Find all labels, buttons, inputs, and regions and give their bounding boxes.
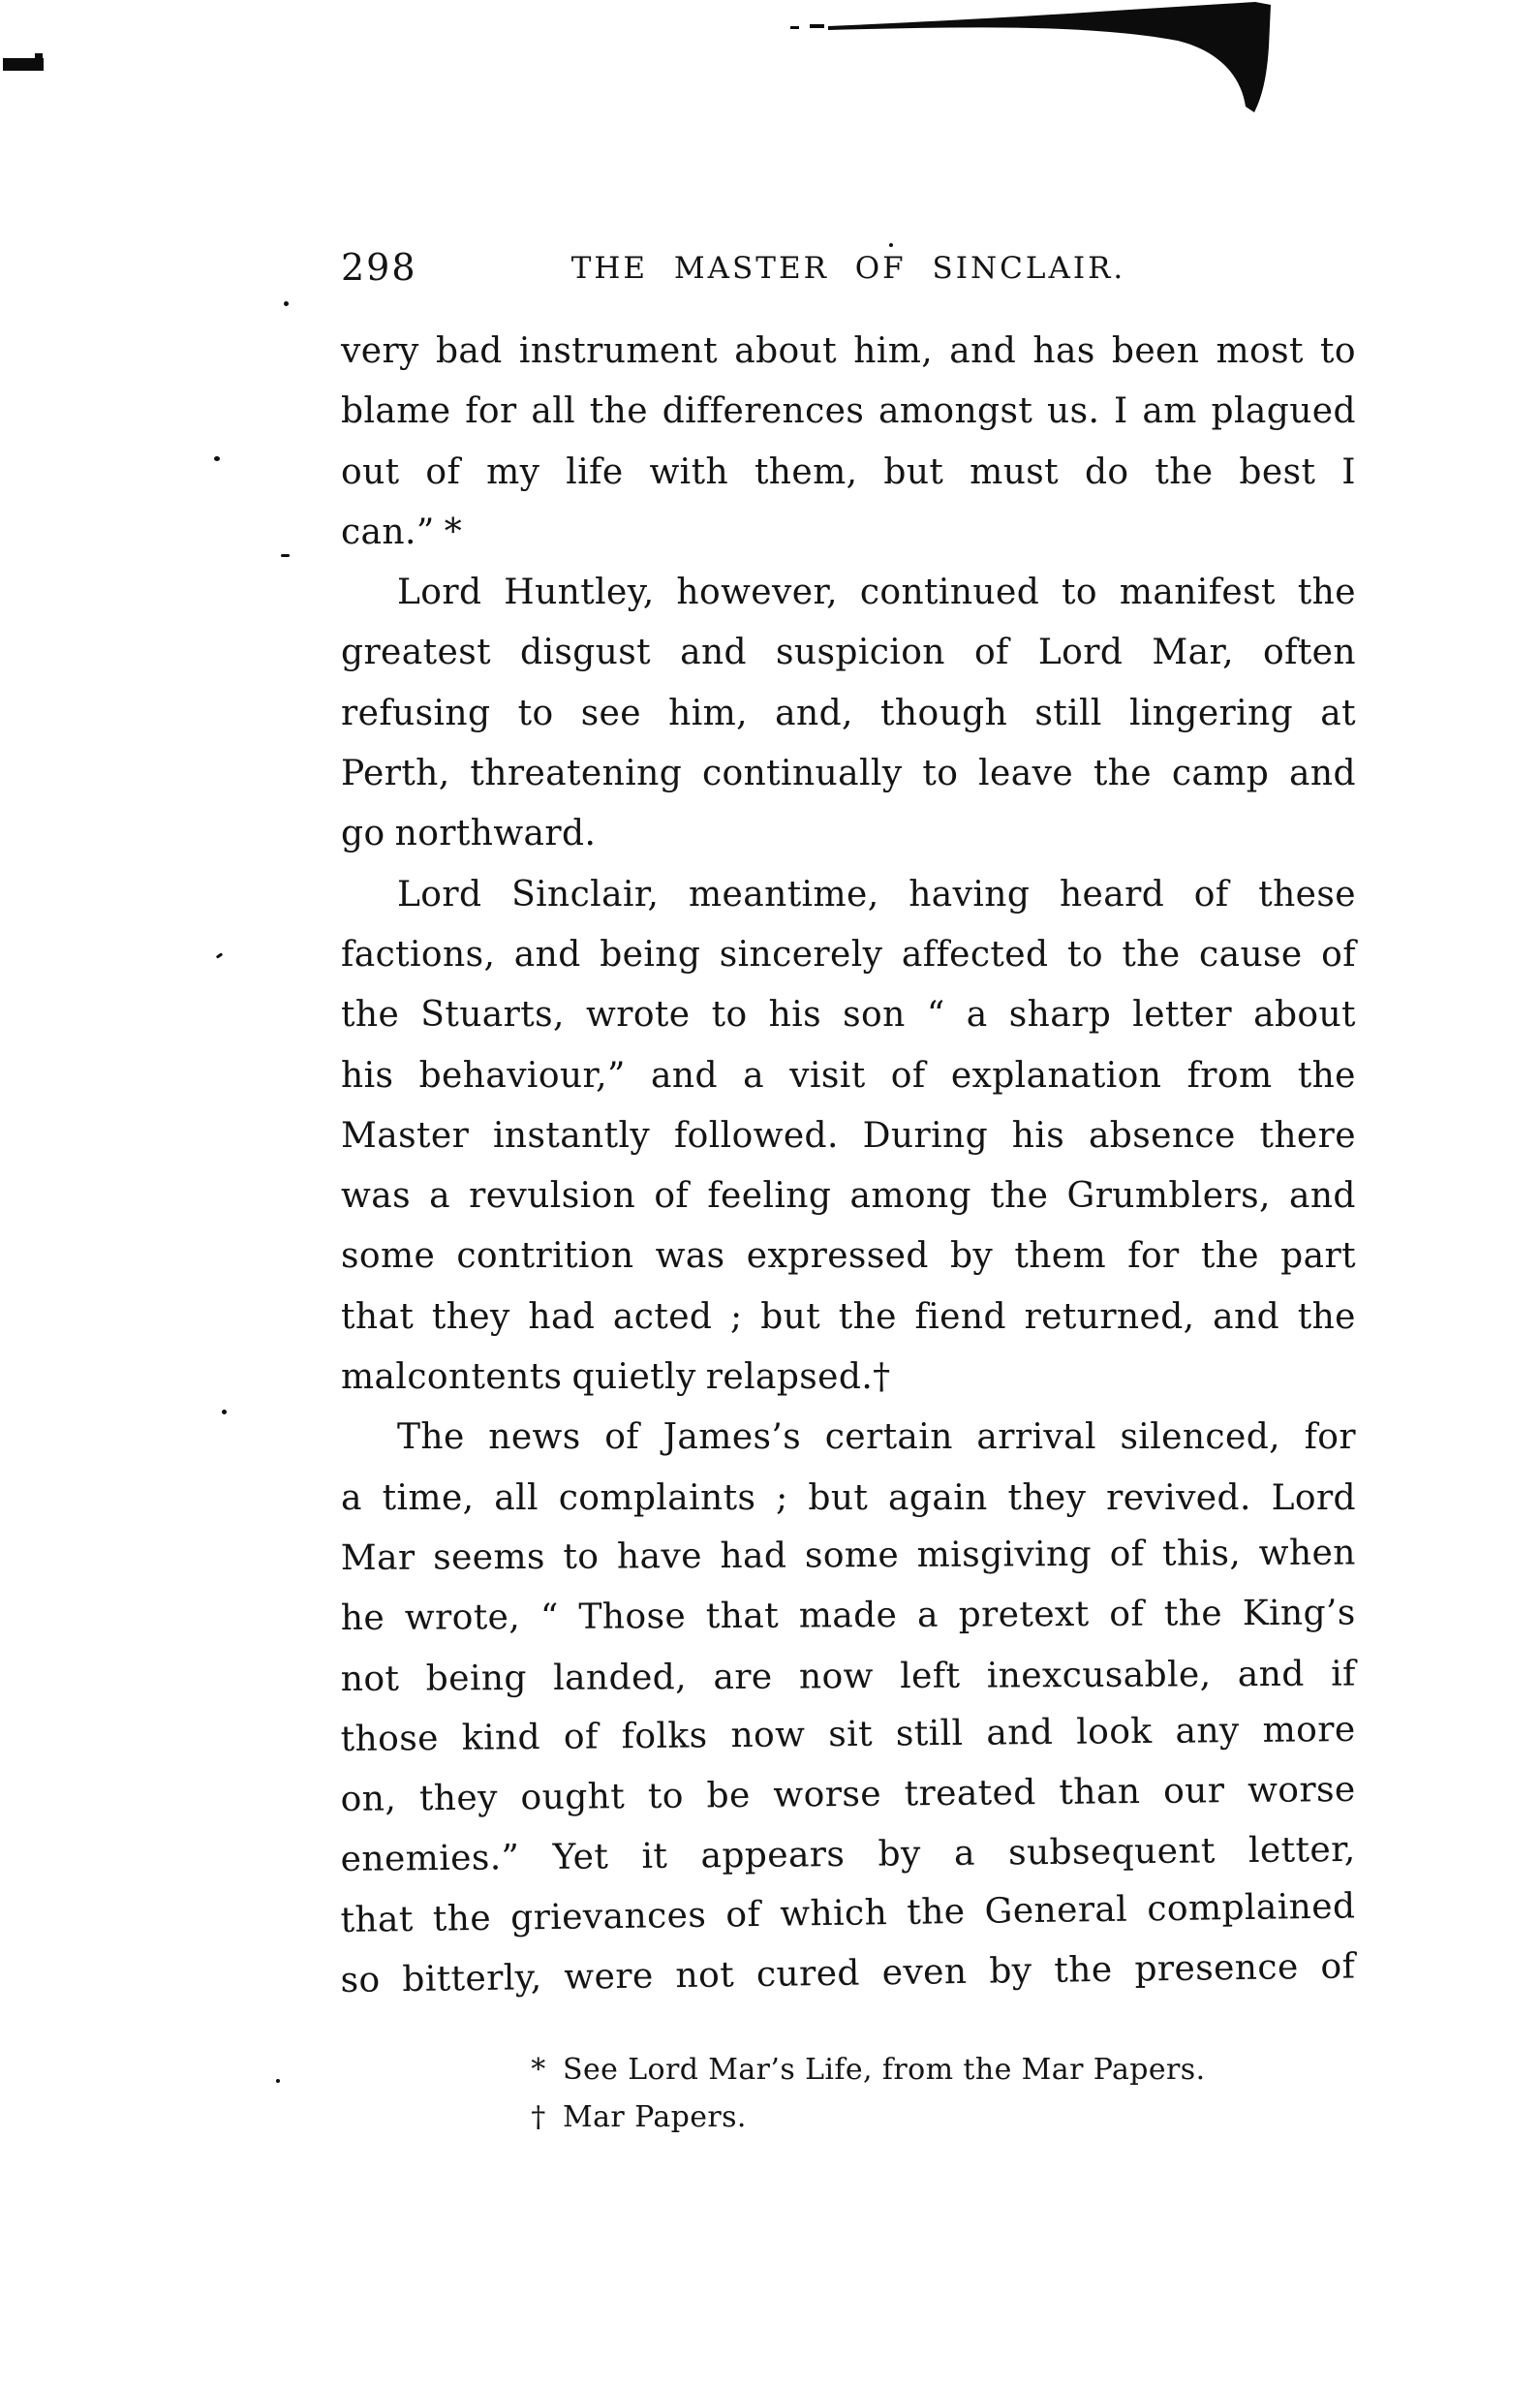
ink-speck bbox=[284, 301, 289, 306]
text-line: was a revulsion of feeling among the Grumblers, and bbox=[341, 1176, 1356, 1217]
ink-speck bbox=[276, 2079, 280, 2083]
footnote-marker: * bbox=[531, 2053, 546, 2087]
text-line: enemies.” Yet it appears by a subsequent letter, bbox=[340, 1830, 1356, 1880]
text-line: malcontents quietly relapsed.† bbox=[341, 1357, 891, 1398]
ink-speck bbox=[222, 1410, 227, 1414]
footnote bbox=[528, 2046, 1206, 2093]
page-number: 298 bbox=[341, 246, 417, 289]
text-line: a time, all complaints ; but again they revived. Lord bbox=[341, 1477, 1356, 1518]
text-line: Lord Sinclair, meantime, having heard of these bbox=[397, 874, 1356, 915]
text-line: not being landed, are now left inexcusable, and if bbox=[340, 1654, 1356, 1699]
text-line: Perth, threatening continually to leave the camp and bbox=[341, 754, 1356, 794]
footnote-text: See Lord Mar’s Life, from the Mar Papers. bbox=[563, 2053, 1206, 2087]
text-line: that the grievances of which the General complained bbox=[340, 1886, 1356, 1940]
text-line: out of my life with them, but must do the best I bbox=[341, 451, 1356, 492]
text-line: on, they ought to be worse treated than our worse bbox=[340, 1770, 1356, 1820]
text-line: some contrition was expressed by them for the part bbox=[341, 1236, 1356, 1277]
text-line: Lord Huntley, however, continued to manifest the bbox=[397, 573, 1356, 613]
footnote-text: Mar Papers. bbox=[563, 2100, 747, 2134]
running-title: THE MASTER OF SINCLAIR. bbox=[570, 251, 1126, 286]
text-line: Mar seems to have had some misgiving of this, when bbox=[340, 1533, 1356, 1578]
text-line: refusing to see him, and, though still lingering at bbox=[341, 693, 1356, 733]
text-line: greatest disgust and suspicion of Lord Mar, often bbox=[341, 633, 1356, 673]
footnote-marker: † bbox=[531, 2100, 546, 2134]
ink-speck bbox=[214, 456, 220, 461]
text-line: go northward. bbox=[341, 814, 597, 854]
scan-edge-mark bbox=[35, 53, 43, 60]
text-line: so bitterly, were not cured even by the presence of bbox=[340, 1946, 1356, 2001]
text-line: the Stuarts, wrote to his son “ a sharp letter about bbox=[341, 995, 1356, 1036]
text-line: can.” * bbox=[341, 512, 463, 552]
ink-speck bbox=[281, 554, 290, 557]
ink-speck bbox=[216, 952, 223, 958]
running-header bbox=[341, 242, 1356, 291]
text-line: he wrote, “ Those that made a pretext of the King’s bbox=[340, 1593, 1356, 1639]
text-line: those kind of folks now sit still and look any more bbox=[340, 1709, 1356, 1759]
body-text bbox=[341, 322, 1356, 2011]
text-line: factions, and being sincerely affected to the cause of bbox=[341, 934, 1356, 975]
scan-edge-mark bbox=[810, 24, 824, 28]
text-line: his behaviour,” and a visit of explanation from the bbox=[341, 1055, 1356, 1096]
scan-edge-mark bbox=[790, 26, 799, 29]
text-line: very bad instrument about him, and has been most to bbox=[341, 331, 1356, 371]
text-line: The news of James’s certain arrival silenced, for bbox=[397, 1417, 1356, 1458]
page-curl-artifact bbox=[828, 2, 1271, 112]
text-line: that they had acted ; but the fiend returned, and the bbox=[341, 1296, 1356, 1337]
scan-artifact-layer bbox=[0, 0, 1540, 126]
text-line: Master instantly followed. During his absence there bbox=[341, 1115, 1356, 1156]
footnote bbox=[528, 2093, 1206, 2141]
footnotes bbox=[528, 2046, 1206, 2141]
text-line: blame for all the differences amongst us. I am plagued bbox=[341, 391, 1356, 432]
